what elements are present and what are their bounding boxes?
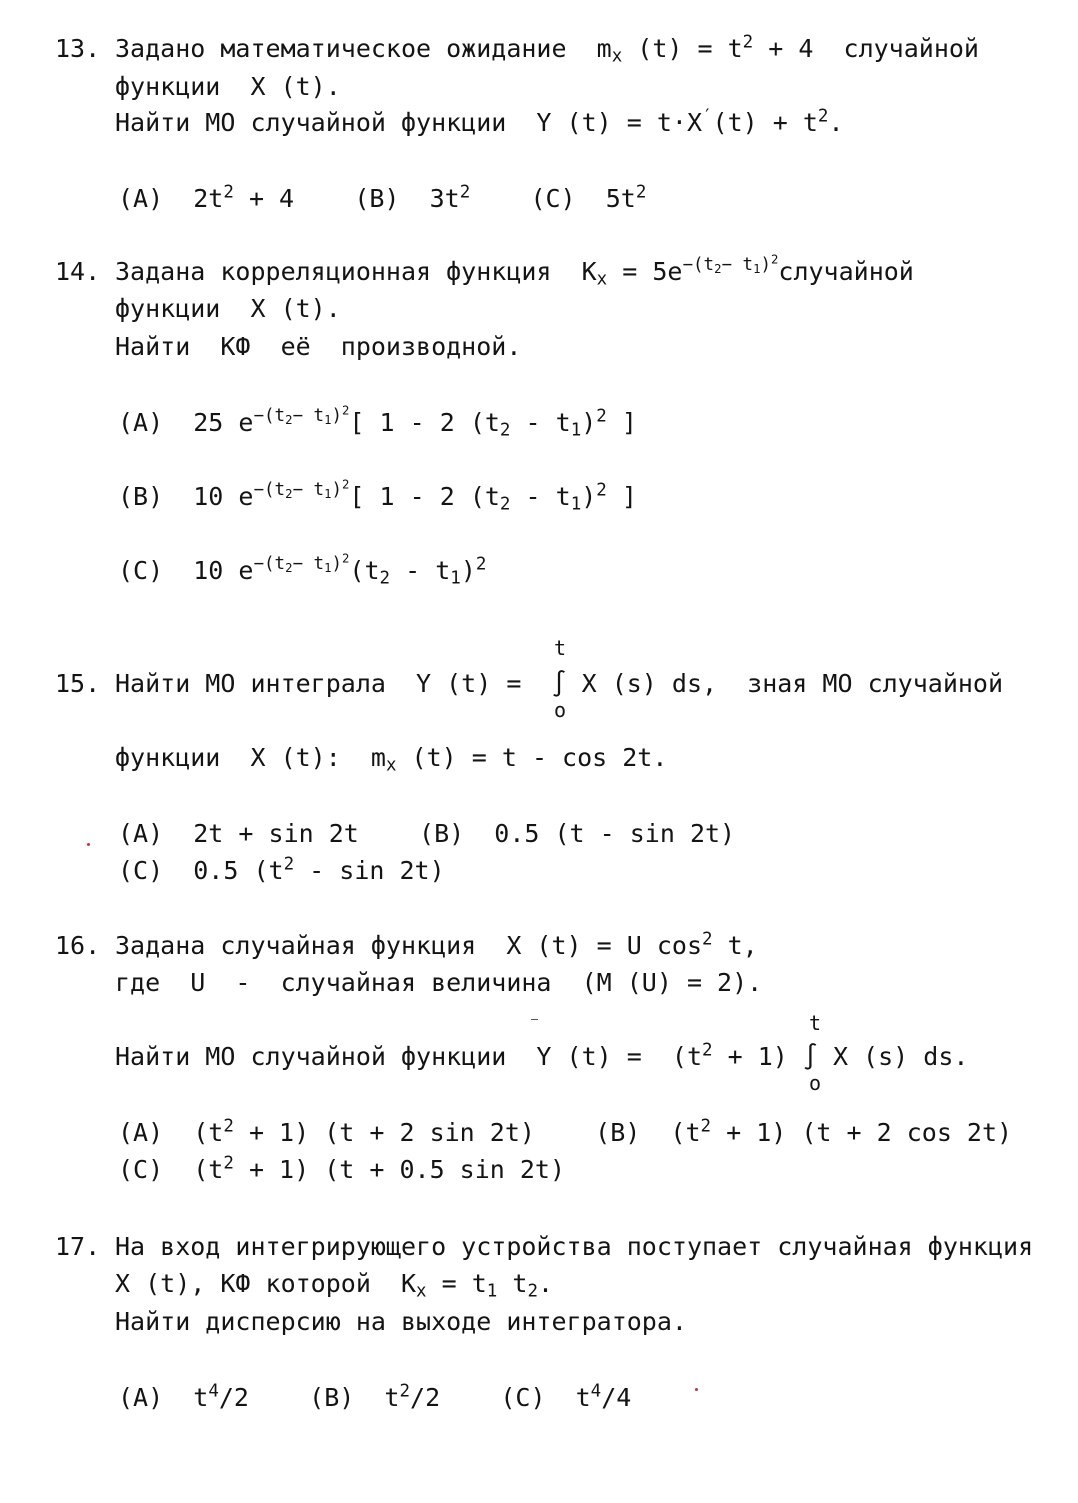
problem-number: 15. <box>55 669 101 698</box>
problem-text: Задана случайная функция X (t) = U $\cos^2 t$, <box>115 929 758 960</box>
problem-text: Найти МО случайной функции Y $(t) = (t^2 + 1)$ ∫ X (s) ds. <box>115 1040 969 1071</box>
integral-lower-limit: o <box>809 1071 822 1095</box>
answer-option: (B) 10 $e^{-(t_2- t_1)^2}$[ 1 - 2 $(t_2 - t_1)^2$ ] <box>118 477 637 515</box>
integral-lower-limit: o <box>554 698 567 722</box>
problem-text: функции X (t). <box>115 294 341 323</box>
problem-text: функции X (t): $m_x$ (t) = t - cos 2t. <box>115 743 668 776</box>
problem-text: Задана корреляционная функция $K_x$ = $5e^{-(t_2- t_1)^2}случайной$ <box>115 252 914 290</box>
answer-options: (A) $t^4/2$ (B) $t^2/2$ (C) $t^4/4$ <box>118 1381 632 1412</box>
problem-text: Найти КФ её производной. <box>115 332 522 361</box>
problem-text: Найти МО случайной функции Y $(t) = t\cdot X'(t) + t^2$. <box>115 106 844 137</box>
stray-mark <box>695 1388 698 1391</box>
answer-options: (A) $(t^2 + 1) (t + 2$ sin 2t) (B) $(t^2 + 1) (t + 2$ cos 2t) <box>118 1116 1013 1147</box>
stray-mark <box>531 1019 538 1020</box>
problem-text: Задано математическое ожидание $m_x$ $(t) = t^2 + 4$ случайной <box>115 32 979 67</box>
integral-upper-limit: t <box>554 636 567 660</box>
answer-options: (C) 0.5 ($t^2$ - sin 2t) <box>118 854 445 885</box>
integral-upper-limit: t <box>809 1011 822 1035</box>
problem-number: 13. <box>55 34 101 63</box>
answer-option: (A) 25 $e^{-(t_2- t_1)^2}$[ 1 - 2 $(t_2 - t_1)^2$ ] <box>118 403 637 441</box>
answer-options: (A) $2t^2 + 4$ (B) $3t^2$ (C) $5t^2$ <box>118 182 647 213</box>
answer-options: (A) 2t + sin 2t (B) 0.5 (t - sin 2t) <box>118 819 736 848</box>
problem-text: Найти МО интеграла Y (t) = ∫ X (s) ds, зная МО случайной <box>115 669 1004 698</box>
problem-number: 14. <box>55 257 101 286</box>
problem-number: 16. <box>55 931 101 960</box>
answer-option: (C) 10 $e^{-(t_2- t_1)^2}(t_2 - t_1)^2$ <box>118 551 487 589</box>
answer-options: (C) $(t^2 + 1) (t + 0.5$ sin 2t) <box>118 1153 566 1184</box>
problem-text: где U - случайная величина (M (U) = 2). <box>115 968 763 997</box>
stray-mark <box>87 843 90 846</box>
problem-text: Найти дисперсию на выходе интегратора. <box>115 1307 687 1336</box>
problem-text: X (t), КФ которой $K_x = t_1$ $t_2$. <box>115 1269 554 1302</box>
problem-text: На вход интегрирующего устройства поступает случайная функция <box>115 1232 1034 1261</box>
problem-number: 17. <box>55 1232 101 1261</box>
problem-text: функции X (t). <box>115 72 341 101</box>
